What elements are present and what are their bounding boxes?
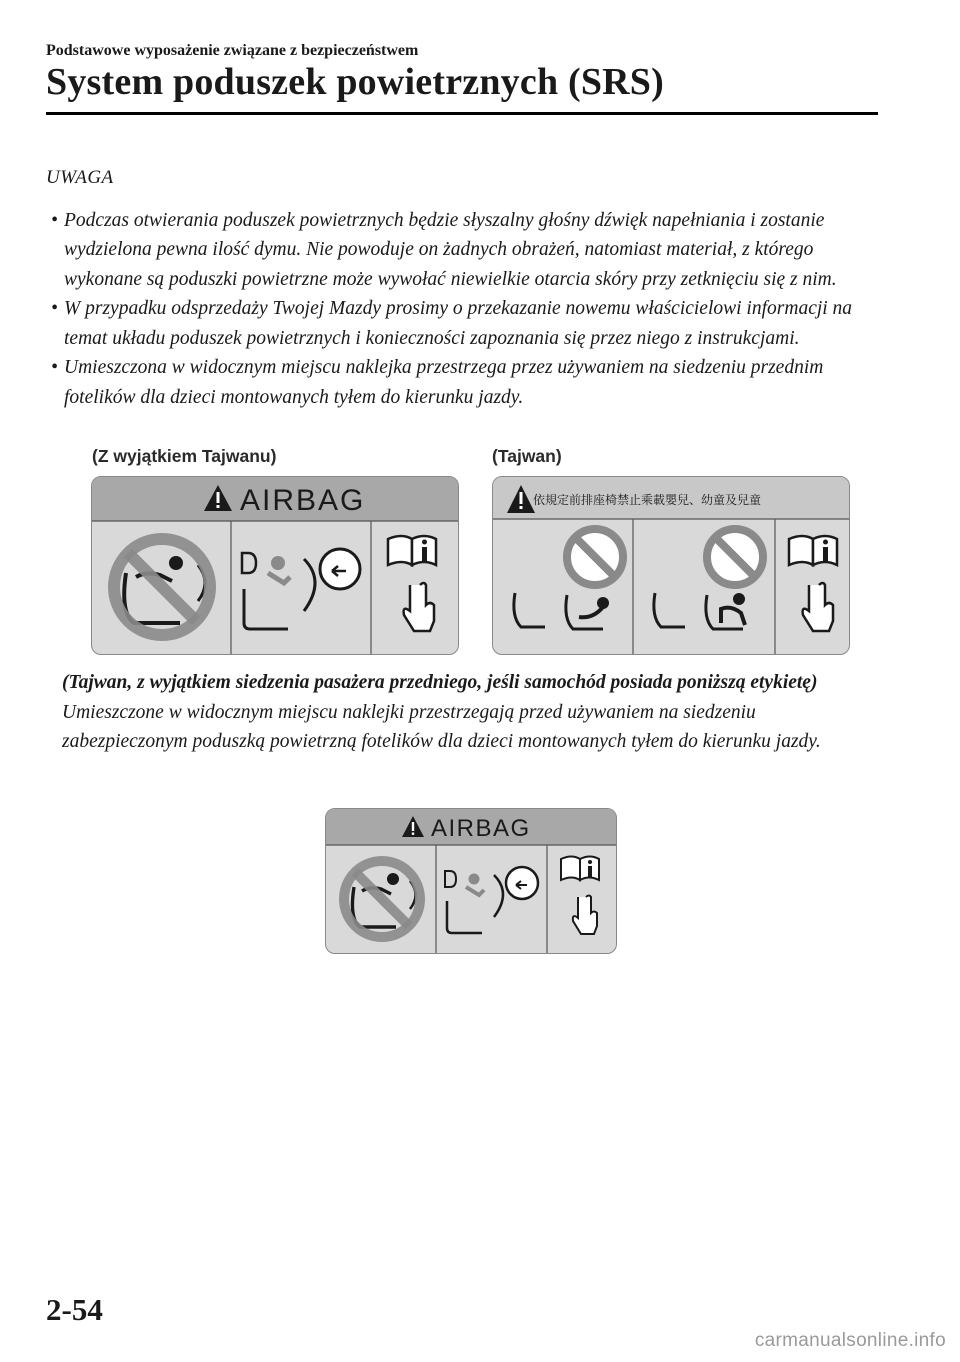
note-section <box>46 163 876 412</box>
note-bullet-text: Umieszczona w widocznym miejscu naklejka przestrzega przez używaniem na siedzeniu przednim fotelików dla dzieci montowanych tyłem do kierunku jazdy. <box>64 357 824 408</box>
bullet-dot: • <box>51 357 58 378</box>
title-divider <box>46 112 878 115</box>
car-seat-icon <box>514 593 609 629</box>
bullet-dot: • <box>51 298 58 319</box>
note-bullet-text: Podczas otwierania poduszek powietrznych będzie słyszalny głośny dźwięk napełniania i zostanie wydzielona pewna ilość dymu. Nie powoduje on żadnych obrażeń, natomiast materiał, z którego wykonane są poduszki powietrzne może wywołać niewielkie otarcia skóry przy zetknięciu się z nim. <box>64 209 837 290</box>
except-taiwan-caption: (Z wyjątkiem Tajwanu) <box>92 446 277 466</box>
note-bullet-1 <box>46 206 876 295</box>
finger-point-icon <box>404 583 434 631</box>
airbag-text: AIRBAG <box>431 815 531 842</box>
note-bullet-text: W przypadku odsprzedaży Twojej Mazdy prosimy o przekazanie nowemu właścicielowi informacji na temat układu poduszek powietrznych i konieczności zapoznania się przez niego z instrukcjami. <box>64 298 853 349</box>
note-bullet-3 <box>46 353 876 412</box>
car-seat-icon <box>654 593 745 629</box>
note-heading: UWAGA <box>46 167 114 188</box>
taiwan-caption: (Tajwan) <box>492 446 562 466</box>
bullet-dot: • <box>51 209 58 231</box>
breadcrumb: Podstawowe wyposażenie związane z bezpieczeństwem <box>46 42 419 59</box>
finger-point-icon <box>803 583 833 631</box>
airbag-warning-label <box>91 476 459 655</box>
taiwan-warning-label <box>492 476 850 655</box>
prohibition-icon <box>707 529 763 585</box>
finger-point-icon <box>573 896 597 935</box>
page-title: System poduszek powietrznych (SRS) <box>46 61 664 103</box>
taiwan-note <box>62 668 872 757</box>
read-manual-icon <box>388 536 436 565</box>
taiwan-note-heading: (Tajwan, z wyjątkiem siedzenia pasażera przedniego, jeśli samochód posiada poniższą etykietę) <box>62 672 818 693</box>
note-bullet-2 <box>46 294 876 353</box>
read-manual-icon <box>561 857 599 881</box>
no-rear-facing-seat-icon <box>114 539 210 635</box>
airbag-warning-label-small <box>325 808 617 954</box>
airbag-deploy-icon <box>242 549 360 629</box>
watermark: carmanualsonline.info <box>754 1330 946 1351</box>
taiwan-note-body: Umieszczone w widocznym miejscu naklejki przestrzegają przed używaniem na siedzeniu zabezpieczonym poduszką powietrzną fotelików dla dzieci montowanych tyłem do kierunku jazdy. <box>62 701 821 752</box>
airbag-text: AIRBAG <box>240 484 366 517</box>
read-manual-icon <box>789 536 837 565</box>
airbag-deploy-icon <box>445 867 538 933</box>
page-number: 2-54 <box>46 1292 103 1327</box>
prohibition-icon <box>567 529 623 585</box>
no-rear-facing-seat-icon <box>344 861 420 937</box>
taiwan-warning-text: 依規定前排座椅禁止乘載嬰兒、幼童及兒童 <box>533 493 762 507</box>
